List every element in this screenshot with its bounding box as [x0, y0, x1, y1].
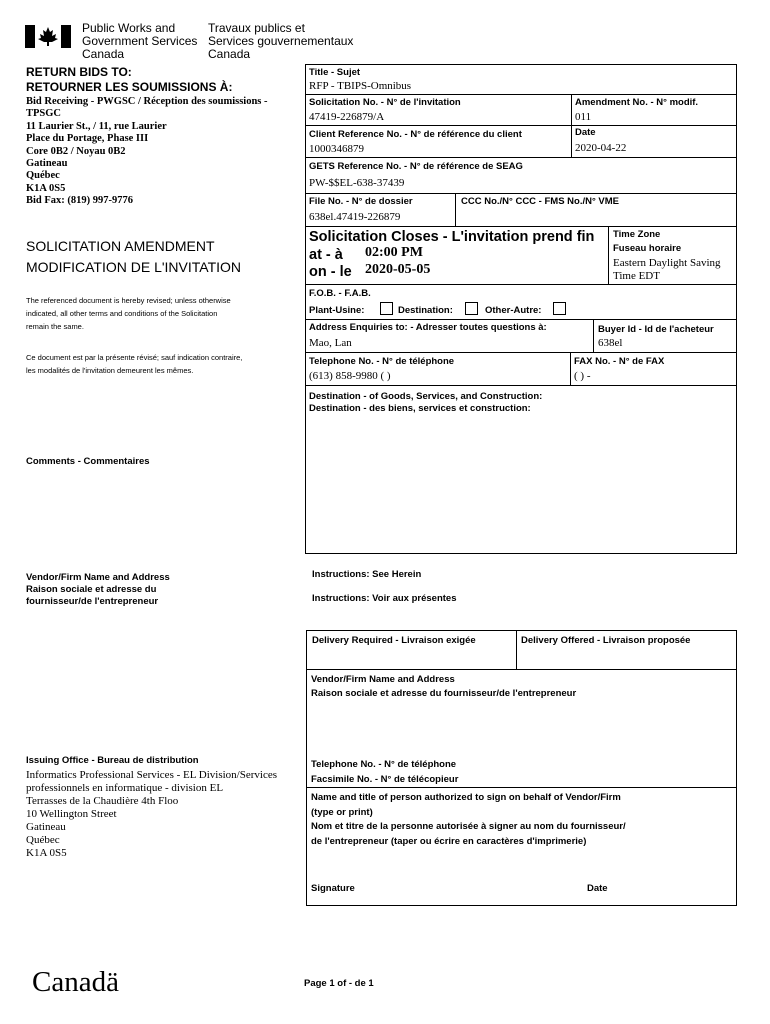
instructions-en: Instructions: See Herein	[312, 569, 422, 580]
canada-wordmark-logo: Canadä	[32, 966, 119, 998]
time-zone-label: Time Zone	[613, 229, 661, 240]
time-zone-value-line2: Time EDT	[613, 270, 660, 282]
amendment-title-fr: MODIFICATION DE L'INVITATION	[26, 259, 242, 275]
signature-date-label: Date	[587, 883, 608, 894]
destination-goods-label-en: Destination - of Goods, Services, and Construction:	[309, 391, 543, 402]
time-zone-value-line1: Eastern Daylight Saving	[613, 257, 721, 269]
fob-label: F.O.B. - F.A.B.	[309, 288, 371, 299]
fax-value: ( ) -	[574, 370, 591, 382]
closes-time-value: 02:00 PM	[365, 245, 423, 260]
destination-goods-label-fr: Destination - des biens, services et construction:	[309, 403, 531, 414]
vendor-firm-label: Vendor/Firm Name and Address Raison sociale et adresse du fournisseur/de l'entrepreneur	[26, 572, 170, 607]
vendor-name-label-en: Vendor/Firm Name and Address	[311, 674, 455, 685]
other-autre-checkbox[interactable]	[553, 302, 566, 315]
comments-label: Comments - Commentaires	[26, 456, 150, 467]
file-no-label: File No. - N° de dossier	[309, 196, 413, 207]
title-label: Title - Sujet	[309, 67, 361, 78]
file-no-value: 638el.47419-226879	[309, 211, 401, 223]
amendment-no-label: Amendment No. - N° modif.	[575, 97, 699, 108]
issuing-office-label: Issuing Office - Bureau de distribution	[26, 755, 199, 766]
amendment-no-value: 011	[575, 111, 592, 123]
canada-flag-icon	[25, 25, 71, 48]
buyer-id-value: 638el	[598, 337, 623, 349]
closes-date-value: 2020-05-05	[365, 262, 431, 277]
instructions-fr: Instructions: Voir aux présentes	[312, 593, 457, 604]
return-bids-en: RETURN BIDS TO:	[26, 65, 132, 79]
client-reference-label: Client Reference No. - N° de référence du client	[309, 129, 522, 140]
amendment-title	[26, 236, 241, 278]
delivery-offered-label: Delivery Offered - Livraison proposée	[521, 635, 691, 646]
fuseau-horaire-label: Fuseau horaire	[613, 243, 682, 254]
page-number-label: Page 1 of - de 1	[304, 978, 374, 989]
destination-label: Destination:	[398, 305, 453, 316]
amendment-title-en: SOLICITATION AMENDMENT	[26, 238, 215, 254]
title-value: RFP - TBIPS-Omnibus	[309, 80, 412, 92]
department-name-en: Public Works and Government Services Canada	[82, 21, 198, 61]
plant-usine-checkbox[interactable]	[380, 302, 393, 315]
solicitation-closes-label: Solicitation Closes - L'invitation prend fin	[309, 229, 595, 245]
signature-label: Signature	[311, 883, 355, 894]
vendor-fax-label: Facsimile No. - N° de télécopieur	[311, 774, 459, 785]
closes-at-label: at - à	[309, 247, 343, 263]
revision-note-en: The referenced document is hereby revised; unless otherwise indicated, all other terms and conditions of the Solicitation remain the same.	[26, 296, 231, 331]
date-value: 2020-04-22	[575, 142, 627, 154]
fax-label: FAX No. - N° de FAX	[574, 356, 665, 367]
authorized-signatory-label: Name and title of person authorized to sign on behalf of Vendor/Firm (type or print) Nom et titre de la personne autorisée à signer au nom du fournisseur/ de l'entrepreneur (taper ou écrire en caractères d'imprimerie)	[311, 792, 626, 847]
destination-checkbox[interactable]	[465, 302, 478, 315]
address-enquiries-label: Address Enquiries to: - Adresser toutes questions à:	[309, 322, 547, 333]
issuing-office-address: Informatics Professional Services - EL Division/Services professionnels en informatique - division EL Terrasses de la Chaudière 4th Floo 10 Wellington Street Gatineau Québec K1A 0S5	[26, 769, 278, 859]
delivery-required-label: Delivery Required - Livraison exigée	[312, 635, 476, 646]
gets-reference-value: PW-$$EL-638-37439	[309, 177, 405, 189]
address-enquiries-value: Mao, Lan	[309, 337, 352, 349]
buyer-id-label: Buyer Id - Id de l'acheteur	[598, 324, 714, 335]
vendor-telephone-label: Telephone No. - N° de téléphone	[311, 759, 457, 770]
client-reference-value: 1000346879	[309, 143, 364, 155]
plant-usine-label: Plant-Usine:	[309, 305, 365, 316]
return-bids-heading	[26, 65, 232, 95]
closes-on-label: on - le	[309, 264, 352, 280]
ccc-no-label: CCC No./N° CCC - FMS No./N° VME	[461, 196, 620, 207]
department-name-fr: Travaux publics et Services gouvernementaux Canada	[208, 21, 354, 61]
vendor-name-label-fr: Raison sociale et adresse du fournisseur/de l'entrepreneur	[311, 688, 577, 699]
solicitation-no-label: Solicitation No. - N° de l'invitation	[309, 97, 461, 108]
gets-reference-label: GETS Reference No. - N° de référence de SEAG	[309, 161, 523, 172]
telephone-value: (613) 858-9980 ( )	[309, 370, 391, 382]
bid-receiving-address: Bid Receiving - PWGSC / Réception des soumissions - TPSGC 11 Laurier St., / 11, rue Laurier Place du Portage, Phase III Core 0B2 / Noyau 0B2 Gatineau Québec K1A 0S5 Bid Fax: (819) 997-9776	[26, 96, 268, 207]
telephone-label: Telephone No. - N° de téléphone	[309, 356, 455, 367]
revision-note-fr: Ce document est par la présente révisé; sauf indication contraire, les modalités de l'invitation demeurent les mêmes.	[26, 353, 243, 375]
solicitation-no-value: 47419-226879/A	[309, 111, 385, 123]
return-bids-fr: RETOURNER LES SOUMISSIONS À:	[26, 80, 233, 94]
date-label: Date	[575, 127, 596, 138]
other-autre-label: Other-Autre:	[485, 305, 542, 316]
